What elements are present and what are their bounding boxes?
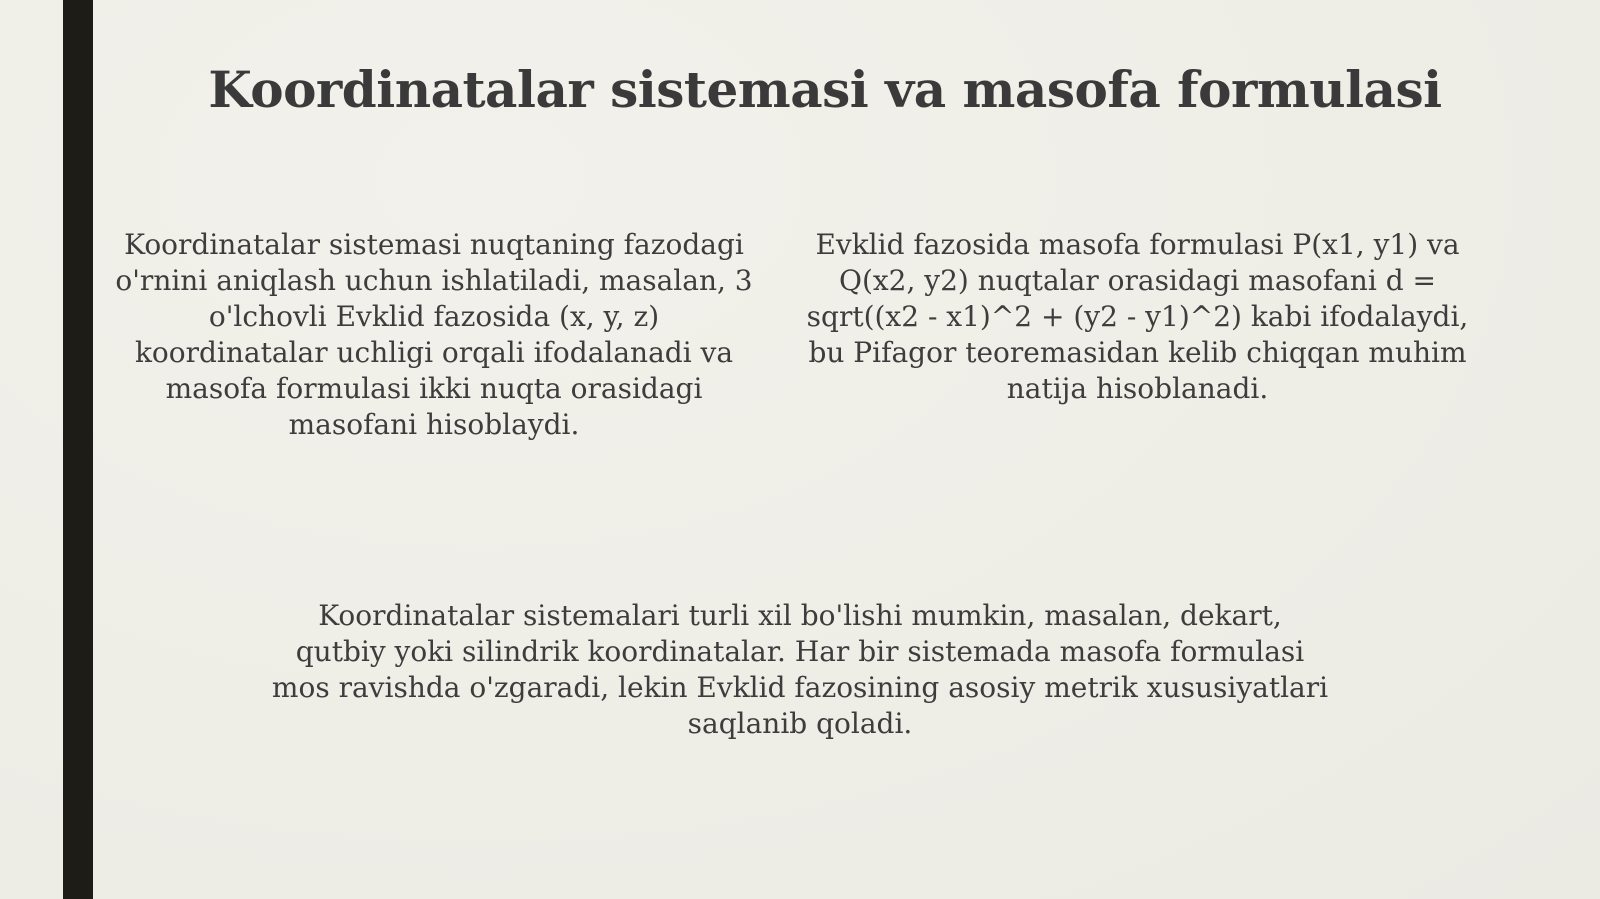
bottom-text-block: Koordinatalar sistemalari turli xil bo'lishi mumkin, masalan, dekart, qutbiy yoki silindrik koordinatalar. Har bir sistemada masofa formulasi mos ravishda o'zgaradi, lekin Evklid fazosining asosiy metrik xususiyatlari saqlanib qoladi. [271,599,1329,740]
left-text-block: Koordinatalar sistemasi nuqtaning fazodagi o'rnini aniqlash uchun ishlatiladi, masalan, 3 o'lchovli Evklid fazosida (x, y, z) koordinatalar uchligi orqali ifodalanadi va masofa formulasi ikki nuqta orasidagi masofani hisoblaydi. [115,228,753,441]
accent-bar [63,0,93,899]
slide-title: Koordinatalar sistemasi va masofa formulasi [208,60,1442,119]
right-text-block: Evklid fazosida masofa formulasi P(x1, y1) va Q(x2, y2) nuqtalar orasidagi masofani d = sqrt((x2 - x1)^2 + (y2 - y1)^2) kabi ifodalaydi, bu Pifagor teoremasidan kelib chiqqan muhim natija hisoblanadi. [806,228,1469,405]
